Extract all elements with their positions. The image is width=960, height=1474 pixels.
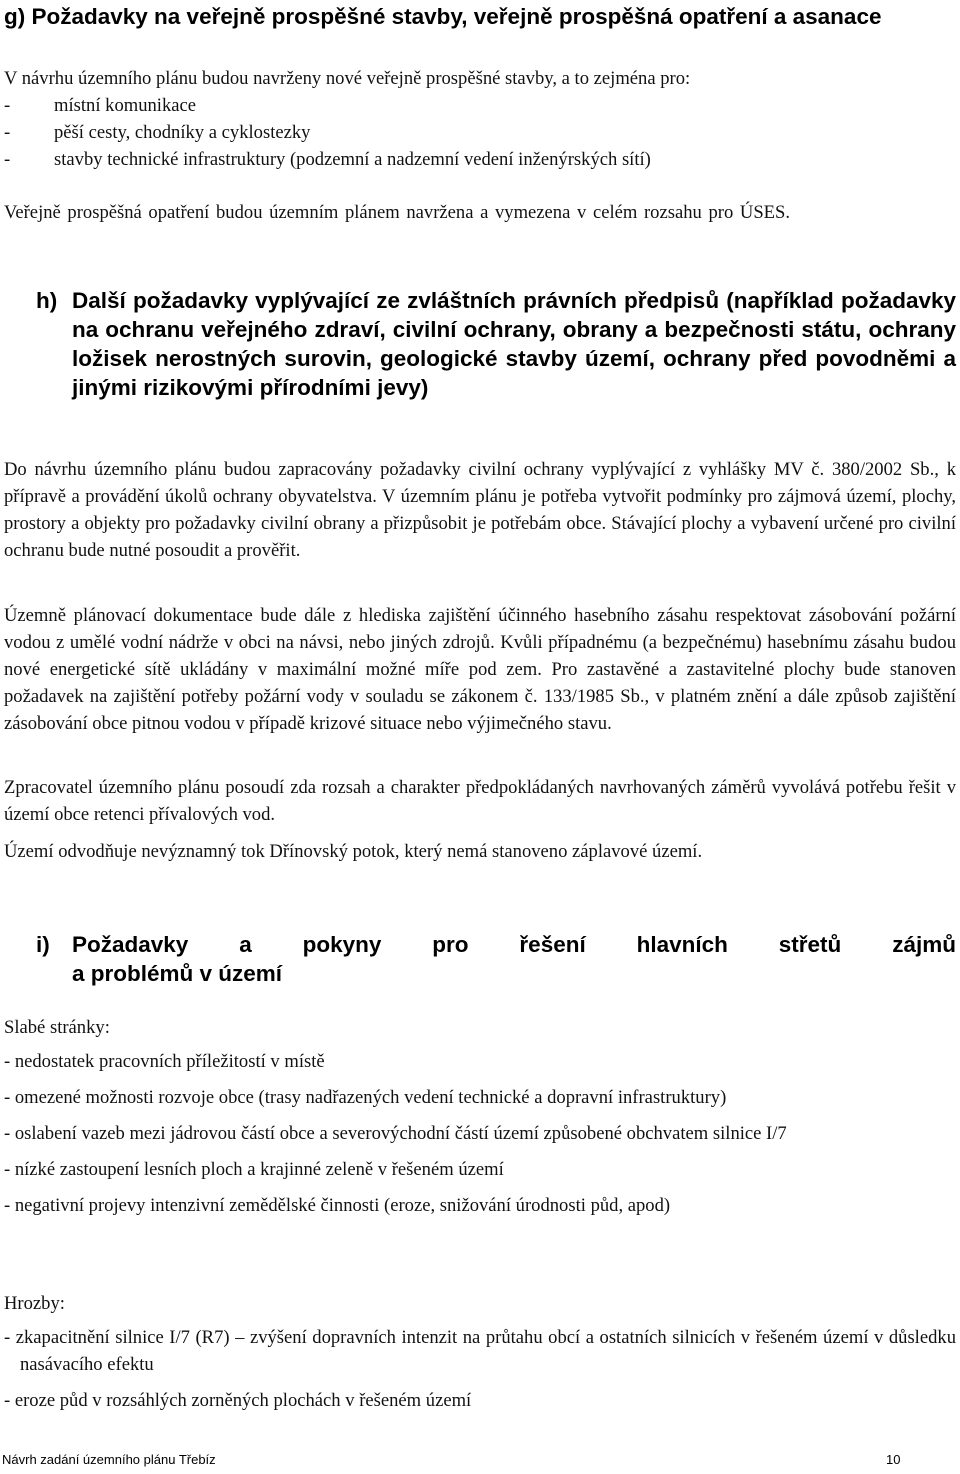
list-dash: - — [4, 149, 11, 170]
section-i-label: i) — [36, 932, 50, 957]
section-h-paragraph-1: Do návrhu územního plánu budou zapracovány požadavky civilní ochrany vyplývající z vyhlášky MV č. 380/2002 Sb., k přípravě a provádění úkolů ochrany obyvatelstva. V územním plánu je potřeba vytvořit podmínky pro zájmová území, plochy, prostory a objekty pro požadavky civilní obrany a přizpůsobit je potřebám obce. Stávající plochy a vybavení určené pro civilní ochranu bude nutné posoudit a prověřit. — [4, 459, 956, 561]
title-word: pro — [432, 932, 469, 957]
title-word: hlavních — [636, 932, 728, 957]
list-item — [4, 146, 956, 173]
list-item: - nedostatek pracovních příležitostí v místě — [4, 1051, 325, 1072]
list-item: - oslabení vazeb mezi jádrovou částí obce a severovýchodní částí území způsobené obchvatem silnice I/7 — [4, 1123, 787, 1144]
title-word: Požadavky — [72, 932, 189, 957]
section-g-heading: g) Požadavky na veřejně prospěšné stavby, veřejně prospěšná opatření a asanace — [4, 4, 882, 29]
list-item-text: místní komunikace — [54, 95, 197, 116]
section-h-heading — [36, 286, 956, 402]
weaknesses-list — [4, 1048, 956, 1219]
title-word: zájmů — [892, 932, 956, 957]
section-h-title-text: Další požadavky vyplývající ze zvláštních právních předpisů (například požadavky na ochranu veřejného zdraví, civilní ochrany, obrany a bezpečnosti státu, ochrany ložisek nerostných surovin, geologické stavby území, ochrany před povodněmi a jinými rizikovými přírodními jevy) — [72, 288, 956, 400]
section-h-paragraph-2: Územně plánovací dokumentace bude dále z hlediska zajištění účinného hasebního zásahu respektovat zásobování požární vodou z umělé vodní nádrže v obci na návsi, nebo jiných zdrojů. Kvůli případnému (a bezpečnému) hasebnímu zásahu budou nové energetické sítě ukládány v maximální možné míře pod zem. Pro zastavěné a zastavitelné plochy bude stanoven požadavek na zajištění potřeby požární vody v souladu se zákonem č. 133/1985 Sb., v platném znění a dále způsob zajištění zásobování obce pitnou vodou v případě krizové situace nebo výjimečného stavu. — [4, 605, 956, 734]
section-i-heading — [36, 930, 956, 988]
section-h-paragraph-3: Zpracovatel územního plánu posoudí zda rozsah a charakter předpokládaných navrhovaných záměrů vyvolává potřebu řešit v území obce retenci přívalových vod. — [4, 777, 956, 825]
weaknesses-label: Slabé stránky: — [4, 1017, 110, 1038]
list-item — [4, 119, 956, 146]
list-item: - negativní projevy intenzivní zemědělské činnosti (eroze, snižování úrodnosti půd, apod) — [4, 1195, 671, 1216]
threats-list — [4, 1324, 956, 1414]
section-h-paragraph-4: Území odvodňuje nevýznamný tok Dřínovský potok, který nemá stanoveno záplavové území. — [4, 841, 703, 862]
footer-page-number: 10 — [886, 1452, 901, 1467]
list-item-text: pěší cesty, chodníky a cyklostezky — [54, 122, 311, 143]
list-item-text: stavby technické infrastruktury (podzemní a nadzemní vedení inženýrských sítí) — [54, 149, 651, 170]
threats-label: Hrozby: — [4, 1293, 65, 1314]
section-g-list — [4, 92, 956, 173]
list-dash: - — [4, 95, 11, 116]
list-dash: - — [4, 122, 11, 143]
section-i-title-text — [36, 930, 956, 988]
list-item: - eroze půd v rozsáhlých zorněných plochách v řešeném území — [4, 1390, 472, 1411]
title-word: pokyny — [302, 932, 382, 957]
footer-document-title: Návrh zadání územního plánu Třebíz — [2, 1452, 216, 1467]
section-h-label: h) — [36, 288, 58, 313]
list-item — [4, 92, 956, 119]
list-item: - zkapacitnění silnice I/7 (R7) – zvýšení dopravních intenzit na průtahu obcí a ostatních silnicích v řešeném území v důsledku nasávacího efektu — [4, 1327, 956, 1375]
title-word: a — [239, 932, 252, 957]
section-g-intro: V návrhu územního plánu budou navrženy nové veřejně prospěšné stavby, a to zejména pro: — [4, 68, 691, 89]
list-item: - omezené možnosti rozvoje obce (trasy nadřazených vedení technické a dopravní infrastruktury) — [4, 1087, 727, 1108]
list-item: - nízké zastoupení lesních ploch a krajinné zeleně v řešeném území — [4, 1159, 504, 1180]
section-i-title-line-1 — [72, 930, 956, 959]
title-word: řešení — [519, 932, 586, 957]
title-word: střetů — [778, 932, 842, 957]
section-g-paragraph: Veřejně prospěšná opatření budou územním plánem navržena a vymezena v celém rozsahu pro ÚSES. — [4, 202, 791, 223]
section-i-title-line-2: a problémů v území — [72, 961, 283, 986]
